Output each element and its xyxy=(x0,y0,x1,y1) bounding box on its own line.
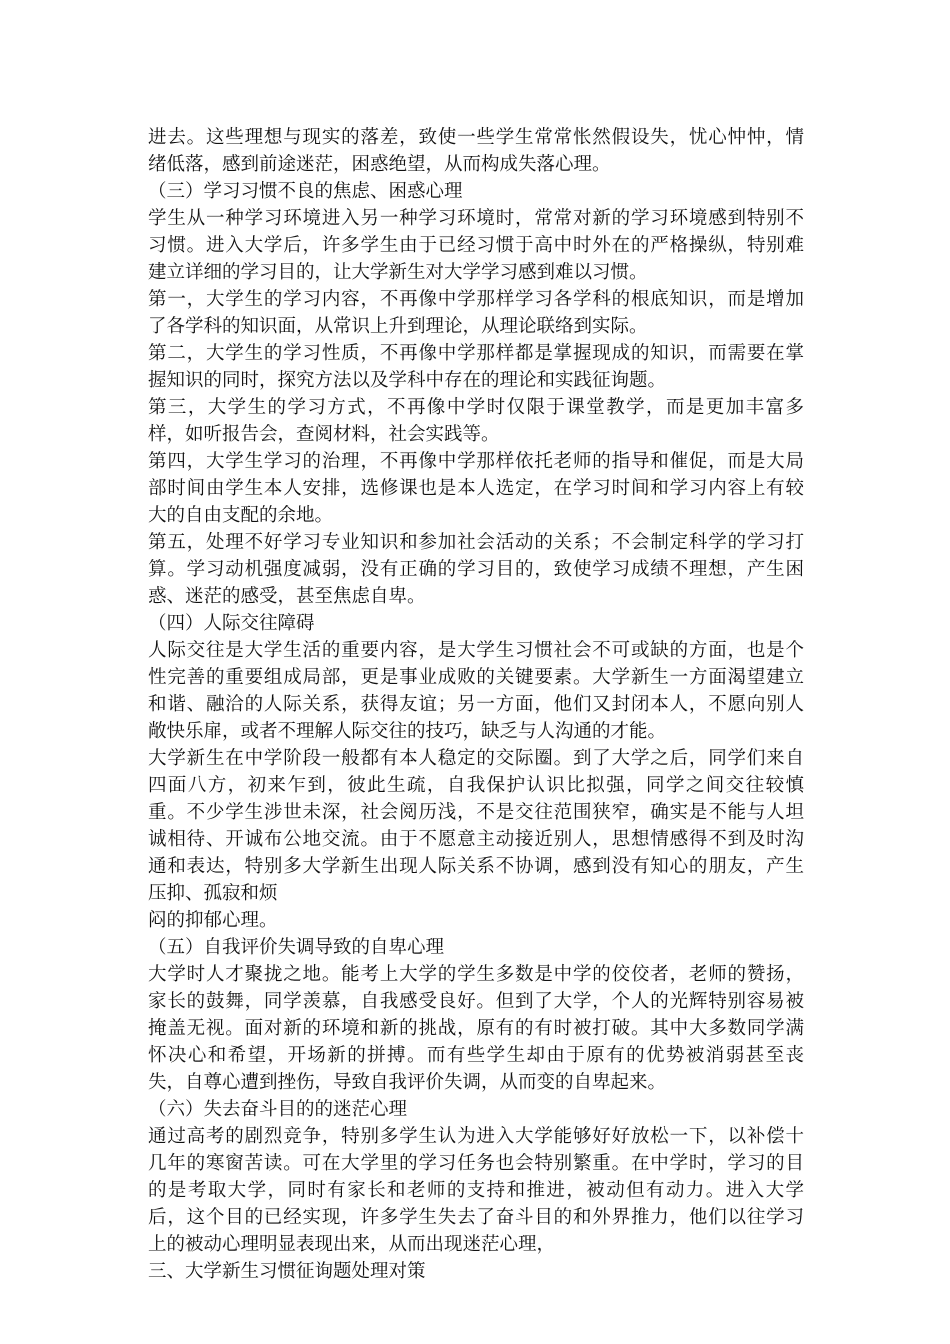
text-line: 建立详细的学习目的，让大学新生对大学学习感到难以习惯。 xyxy=(148,262,648,283)
text-line: （三）学习习惯不良的焦虑、困惑心理 xyxy=(148,181,463,202)
text-line: 第三，大学生的学习方式，不再像中学时仅限于课堂教学，而是更加丰富多 xyxy=(148,397,804,418)
text-line: 人际交往是大学生活的重要内容，是大学生习惯社会不可或缺的方面，也是个 xyxy=(148,640,804,661)
text-line: （四）人际交往障碍 xyxy=(148,613,315,634)
text-line: 握知识的同时，探究方法以及学科中存在的理论和实践征询题。 xyxy=(148,370,667,391)
text-line: 样，如听报告会，查阅材料，社会实践等。 xyxy=(148,424,500,445)
text-line: 性完善的重要组成局部，更是事业成败的关键要素。大学新生一方面渴望建立 xyxy=(148,667,804,688)
text-line: 后，这个目的已经实现，许多学生失去了奋斗目的和外界推力，他们以往学习 xyxy=(148,1207,804,1228)
text-line: 家长的鼓舞，同学羡慕，自我感受良好。但到了大学，个人的光辉特别容易被 xyxy=(148,991,804,1012)
text-line: 惑、迷茫的感受，甚至焦虑自卑。 xyxy=(148,586,426,607)
text-line: 四面八方，初来乍到，彼此生疏，自我保护认识比拟强，同学之间交往较慎 xyxy=(148,775,804,796)
text-line: 闷的抑郁心理。 xyxy=(148,910,278,931)
text-line: 绪低落，感到前途迷茫，困惑绝望，从而构成失落心理。 xyxy=(148,154,611,175)
text-line: 怀决心和希望，开场新的拼搏。而有些学生却由于原有的优势被消弱甚至丧 xyxy=(148,1045,804,1066)
text-line: 了各学科的知识面，从常识上升到理论，从理论联络到实际。 xyxy=(148,316,648,337)
text-line: 几年的寒窗苦读。可在大学里的学习任务也会特别繁重。在中学时，学习的目 xyxy=(148,1153,804,1174)
text-line: 第一，大学生的学习内容，不再像中学那样学习各学科的根底知识，而是增加 xyxy=(148,289,804,310)
text-line: 和谐、融洽的人际关系，获得友谊；另一方面，他们又封闭本人，不愿向别人 xyxy=(148,694,804,715)
text-line: 诚相待、开诚布公地交流。由于不愿意主动接近别人，思想情感得不到及时沟 xyxy=(148,829,804,850)
text-line: 第二，大学生的学习性质，不再像中学那样都是掌握现成的知识，而需要在掌 xyxy=(148,343,804,364)
text-line: 三、大学新生习惯征询题处理对策 xyxy=(148,1261,426,1282)
text-line: 学生从一种学习环境进入另一种学习环境时，常常对新的学习环境感到特别不 xyxy=(148,208,804,229)
text-line: （六）失去奋斗目的的迷茫心理 xyxy=(148,1099,408,1120)
text-line: 第五，处理不好学习专业知识和参加社会活动的关系；不会制定科学的学习打 xyxy=(148,532,804,553)
text-line: 敞快乐扉，或者不理解人际交往的技巧，缺乏与人沟通的才能。 xyxy=(148,721,667,742)
text-line: 掩盖无视。面对新的环境和新的挑战，原有的有时被打破。其中大多数同学满 xyxy=(148,1018,804,1039)
text-line: 的是考取大学，同时有家长和老师的支持和推进，被动但有动力。进入大学 xyxy=(148,1180,804,1201)
text-line: 进去。这些理想与现实的落差，致使一些学生常常怅然假设失，忧心忡忡，情 xyxy=(148,127,804,148)
text-line: 通过高考的剧烈竞争，特别多学生认为进入大学能够好好放松一下，以补偿十 xyxy=(148,1126,804,1147)
text-line: 通和表达，特别多大学新生出现人际关系不协调，感到没有知心的朋友，产生 xyxy=(148,856,804,877)
text-line: 部时间由学生本人安排，选修课也是本人选定，在学习时间和学习内容上有较 xyxy=(148,478,804,499)
text-line: 大学时人才聚拢之地。能考上大学的学生多数是中学的佼佼者，老师的赞扬， xyxy=(148,964,804,985)
text-line: （五）自我评价失调导致的自卑心理 xyxy=(148,937,445,958)
text-line: 大学新生在中学阶段一般都有本人稳定的交际圈。到了大学之后，同学们来自 xyxy=(148,748,804,769)
text-line: 算。学习动机强度减弱，没有正确的学习目的，致使学习成绩不理想，产生困 xyxy=(148,559,804,580)
text-line: 失，自尊心遭到挫伤，导致自我评价失调，从而变的自卑起来。 xyxy=(148,1072,667,1093)
text-line: 压抑、孤寂和烦 xyxy=(148,883,278,904)
text-line: 习惯。进入大学后，许多学生由于已经习惯于高中时外在的严格操纵，特别难 xyxy=(148,235,804,256)
text-line: 上的被动心理明显表现出来，从而出现迷茫心理， xyxy=(148,1234,556,1255)
text-line: 重。不少学生涉世未深，社会阅历浅，不是交往范围狭窄，确实是不能与人坦 xyxy=(148,802,804,823)
text-line: 大的自由支配的余地。 xyxy=(148,505,334,526)
text-line: 第四，大学生学习的治理，不再像中学那样依托老师的指导和催促，而是大局 xyxy=(148,451,804,472)
document-body xyxy=(148,124,804,1285)
